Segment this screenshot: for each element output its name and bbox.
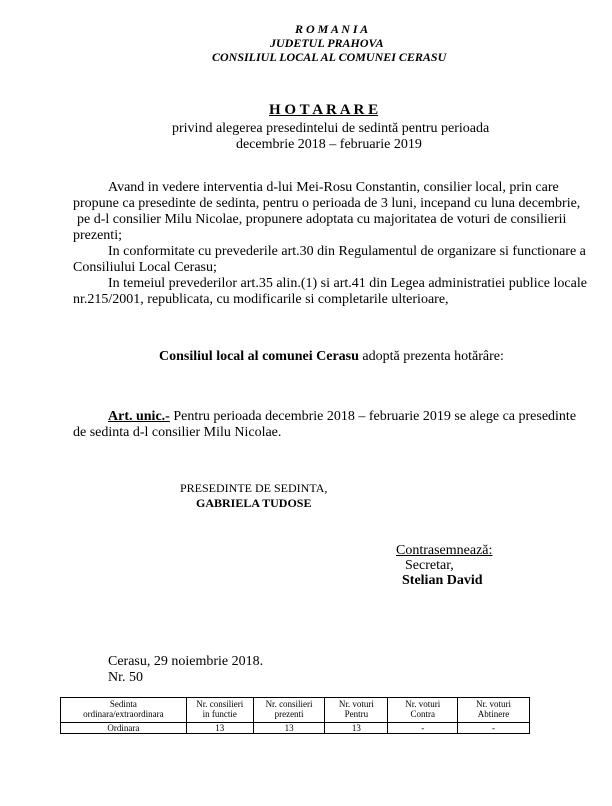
- document-title: H O T A R A R E: [269, 102, 379, 118]
- article-line-2: de sedinta d-l consilier Milu Nicolae.: [73, 425, 282, 440]
- preamble-p2-line-2: Consiliului Local Cerasu;: [73, 260, 217, 275]
- cell-session-type: Ordinara: [61, 723, 187, 734]
- adoption-rest: adoptă prezenta hotărâre:: [358, 349, 504, 364]
- vote-table-header-row: [61, 698, 530, 723]
- article-line-1: [108, 409, 576, 425]
- preamble-p1-line-1: Avand in vedere interventia d-lui Mei-Rosu Constantin, consilier local, prin care: [108, 180, 559, 195]
- header-cell-councillors-in-office: Nr. consilieri in functie: [186, 698, 253, 723]
- document-subtitle-line-1: privind alegerea presedintelui de sedintă pentru perioada: [172, 121, 490, 136]
- cell-for: 13: [325, 723, 388, 734]
- cell-present: 13: [253, 723, 325, 734]
- article-text: Pentru perioada decembrie 2018 – februarie 2019 se alege ca presedinte: [169, 409, 577, 424]
- cell-in-office: 13: [186, 723, 253, 734]
- header-county: JUDETUL PRAHOVA: [270, 36, 384, 50]
- vote-table-row: [61, 723, 530, 734]
- preamble-p3-line-1: In temeiul prevederilor art.35 alin.(1) si art.41 din Legea administratiei publice locale: [108, 276, 587, 291]
- cell-against: -: [388, 723, 458, 734]
- preamble-p2-line-1: In conformitate cu prevederile art.30 din Regulamentul de organizare si functionare a: [108, 244, 586, 259]
- vote-table: [60, 697, 530, 734]
- countersign-label: Contrasemnează:: [396, 543, 493, 558]
- cell-abstain: -: [458, 723, 530, 734]
- header-country: R O M A N I A: [295, 22, 369, 36]
- place-date: Cerasu, 29 noiembrie 2018.: [108, 654, 264, 669]
- secretary-name: Stelian David: [402, 573, 483, 588]
- preamble-p1-line-4: prezenti;: [73, 228, 122, 243]
- adoption-council-name: Consiliul local al comunei Cerasu: [159, 349, 359, 364]
- header-cell-session: Sedinta ordinara/extraordinara: [61, 698, 187, 723]
- header-cell-councillors-present: Nr. consilieri prezenti: [253, 698, 325, 723]
- president-role: PRESEDINTE DE SEDINTA,: [180, 481, 328, 495]
- preamble-p1-line-3: pe d-l consilier Milu Nicolae, propunere adoptata cu majoritatea de voturi de consilierii: [77, 212, 567, 227]
- header-cell-votes-against: Nr. voturi Contra: [388, 698, 458, 723]
- article-label: Art. unic.-: [108, 409, 170, 424]
- document-subtitle-line-2: decembrie 2018 – februarie 2019: [236, 137, 422, 152]
- preamble-p3-line-2: nr.215/2001, republicata, cu modificarile si completarile ulterioare,: [73, 292, 449, 307]
- adoption-statement: [159, 349, 504, 365]
- preamble-p1-line-2: propune ca presedinte de sedinta, pentru o perioada de 3 luni, incepand cu luna decembrie,: [73, 196, 581, 211]
- header-council: CONSILIUL LOCAL AL COMUNEI CERASU: [212, 50, 447, 64]
- header-cell-votes-for: Nr. voturi Pentru: [325, 698, 388, 723]
- secretary-role: Secretar,: [405, 558, 454, 573]
- decision-number: Nr. 50: [108, 670, 143, 685]
- header-cell-abstentions: Nr. voturi Abtinere: [458, 698, 530, 723]
- president-name: GABRIELA TUDOSE: [196, 496, 312, 510]
